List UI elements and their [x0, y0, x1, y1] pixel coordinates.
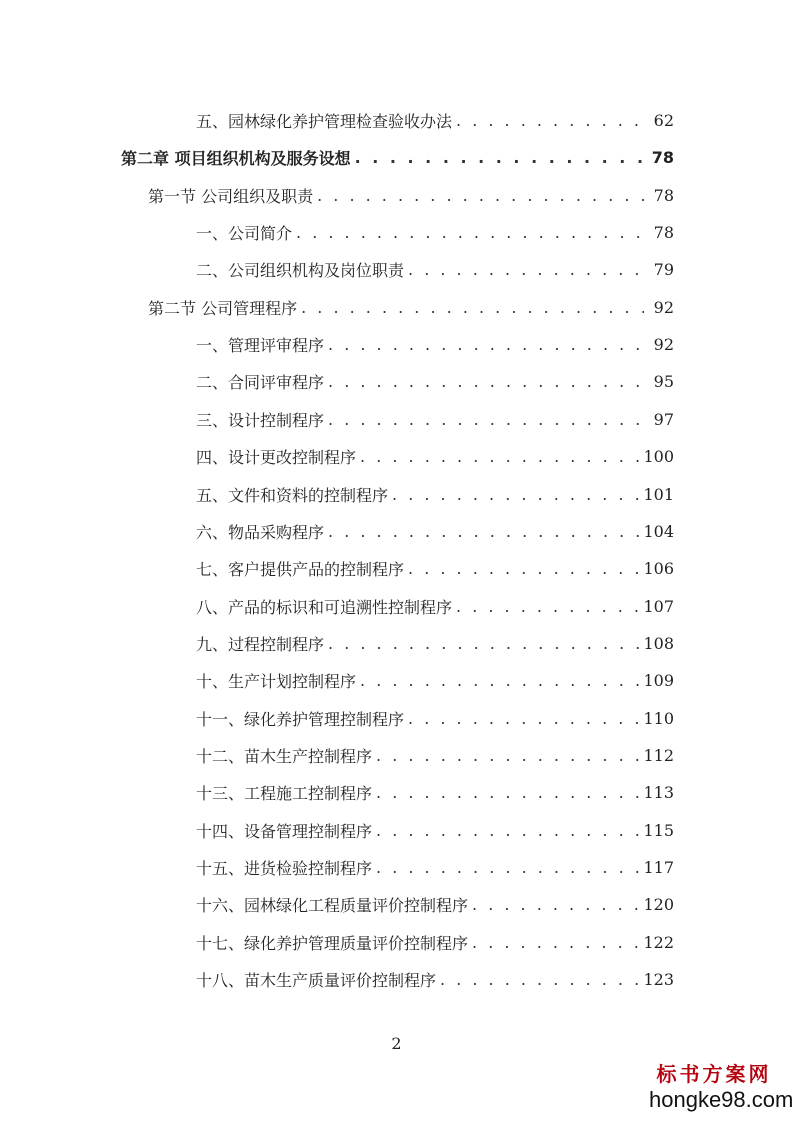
toc-entry-title: 二、公司组织机构及岗位职责: [196, 260, 405, 280]
toc-dot-leader: [376, 858, 639, 877]
toc-entry-title: 十四、设备管理控制程序: [196, 821, 373, 841]
toc-entry-item[interactable]: [196, 330, 674, 358]
toc-dot-leader: [317, 186, 644, 205]
toc-entry-item[interactable]: [196, 629, 674, 657]
toc-entry-item[interactable]: [196, 592, 674, 620]
toc-entry-item[interactable]: [196, 853, 674, 881]
toc-dot-leader: [301, 298, 644, 317]
toc-dot-leader: [408, 709, 639, 728]
toc-dot-leader: [360, 671, 639, 690]
toc-entry-page-number: 97: [653, 409, 674, 429]
toc-entry-title: 四、设计更改控制程序: [196, 447, 357, 467]
toc-entry-title: 五、文件和资料的控制程序: [196, 485, 389, 505]
toc-entry-title: 九、过程控制程序: [196, 634, 325, 654]
toc-entry-title: 七、客户提供产品的控制程序: [196, 559, 405, 579]
toc-entry-title: 第一节 公司组织及职责: [148, 186, 314, 206]
toc-entry-page-number: 78: [653, 185, 674, 205]
toc-entry-page-number: 112: [643, 745, 674, 765]
toc-entry-title: 一、公司简介: [196, 223, 293, 243]
toc-entry-item[interactable]: [196, 965, 674, 993]
toc-entry-page-number: 92: [653, 334, 674, 354]
toc-entry-item[interactable]: [196, 367, 674, 395]
toc-dot-leader: [472, 895, 639, 914]
toc-entry-title: 十、生产计划控制程序: [196, 671, 357, 691]
toc-entry-page-number: 122: [643, 932, 674, 952]
toc-entry-page-number: 107: [643, 596, 674, 616]
toc-entry-page-number: 62: [653, 110, 674, 130]
toc-entry-item[interactable]: [196, 666, 674, 694]
toc-entry-item[interactable]: [196, 928, 674, 956]
toc-entry-page-number: 117: [643, 857, 674, 877]
toc-dot-leader: [328, 372, 644, 391]
toc-dot-leader: [376, 746, 639, 765]
toc-entry-item[interactable]: [196, 106, 674, 134]
toc-dot-leader: [360, 447, 639, 466]
toc-entry-item[interactable]: [196, 517, 674, 545]
toc-entry-title: 十二、苗木生产控制程序: [196, 746, 373, 766]
toc-entry-item[interactable]: [196, 255, 674, 283]
toc-entry-title: 十七、绿化养护管理质量评价控制程序: [196, 933, 469, 953]
toc-dot-leader: [456, 111, 644, 130]
toc-entry-chapter[interactable]: [121, 143, 674, 171]
toc-dot-leader: [408, 559, 639, 578]
toc-dot-leader: [472, 933, 639, 952]
toc-entry-title: 一、管理评审程序: [196, 335, 325, 355]
page-number: 2: [391, 1034, 402, 1053]
toc-entry-title: 六、物品采购程序: [196, 522, 325, 542]
toc-entry-title: 八、产品的标识和可追溯性控制程序: [196, 597, 453, 617]
toc-entry-page-number: 92: [653, 297, 674, 317]
toc-dot-leader: [392, 485, 639, 504]
toc-entry-item[interactable]: [196, 218, 674, 246]
toc-entry-item[interactable]: [196, 405, 674, 433]
toc-entry-title: 十一、绿化养护管理控制程序: [196, 709, 405, 729]
toc-entry-page-number: 78: [651, 147, 674, 167]
toc-entry-page-number: 104: [643, 521, 674, 541]
toc-entry-item[interactable]: [196, 778, 674, 806]
toc-entry-page-number: 109: [643, 670, 674, 690]
toc-dot-leader: [440, 970, 639, 989]
toc-entry-title: 二、合同评审程序: [196, 372, 325, 392]
toc-dot-leader: [328, 634, 639, 653]
toc-entry-page-number: 100: [643, 446, 674, 466]
toc-entry-title: 十八、苗木生产质量评价控制程序: [196, 970, 437, 990]
toc-entry-title: 十三、工程施工控制程序: [196, 783, 373, 803]
watermark-url: hongke98.com: [649, 1087, 793, 1112]
toc-entry-item[interactable]: [196, 480, 674, 508]
toc-entry-page-number: 106: [643, 558, 674, 578]
toc-entry-page-number: 120: [643, 894, 674, 914]
toc-dot-leader: [456, 597, 639, 616]
toc-dot-leader: [296, 223, 644, 242]
watermark-chinese-text: 标书方案网: [656, 1062, 772, 1086]
toc-entry-title: 五、园林绿化养护管理检查验收办法: [196, 111, 453, 131]
toc-dot-leader: [408, 260, 644, 279]
toc-dot-leader: [376, 783, 639, 802]
toc-entry-page-number: 101: [643, 484, 674, 504]
toc-dot-leader: [328, 410, 644, 429]
toc-entry-item[interactable]: [196, 554, 674, 582]
toc-entry-page-number: 113: [643, 782, 674, 802]
toc-dot-leader: [328, 335, 644, 354]
toc-entry-page-number: 110: [643, 708, 674, 728]
toc-entry-item[interactable]: [196, 890, 674, 918]
toc-entry-title: 十五、进货检验控制程序: [196, 858, 373, 878]
toc-entry-title: 十六、园林绿化工程质量评价控制程序: [196, 895, 469, 915]
toc-entry-page-number: 95: [653, 371, 674, 391]
toc-entry-page-number: 79: [653, 259, 674, 279]
toc-entry-title: 第二节 公司管理程序: [148, 298, 298, 318]
toc-entry-title: 三、设计控制程序: [196, 410, 325, 430]
toc-dot-leader: [376, 821, 639, 840]
toc-entry-item[interactable]: [196, 442, 674, 470]
toc-entry-page-number: 78: [653, 222, 674, 242]
toc-entry-item[interactable]: [196, 816, 674, 844]
toc-entry-page-number: 123: [643, 969, 674, 989]
toc-entry-item[interactable]: [196, 704, 674, 732]
toc-entry-page-number: 115: [643, 820, 674, 840]
toc-entry-title: 第二章 项目组织机构及服务设想: [121, 148, 351, 168]
toc-dot-leader: [328, 522, 639, 541]
site-watermark: [649, 1060, 793, 1118]
toc-entry-section[interactable]: [148, 293, 674, 321]
toc-entry-section[interactable]: [148, 181, 674, 209]
toc-entry-item[interactable]: [196, 741, 674, 769]
toc-entry-page-number: 108: [643, 633, 674, 653]
toc-dot-leader: [355, 148, 644, 167]
